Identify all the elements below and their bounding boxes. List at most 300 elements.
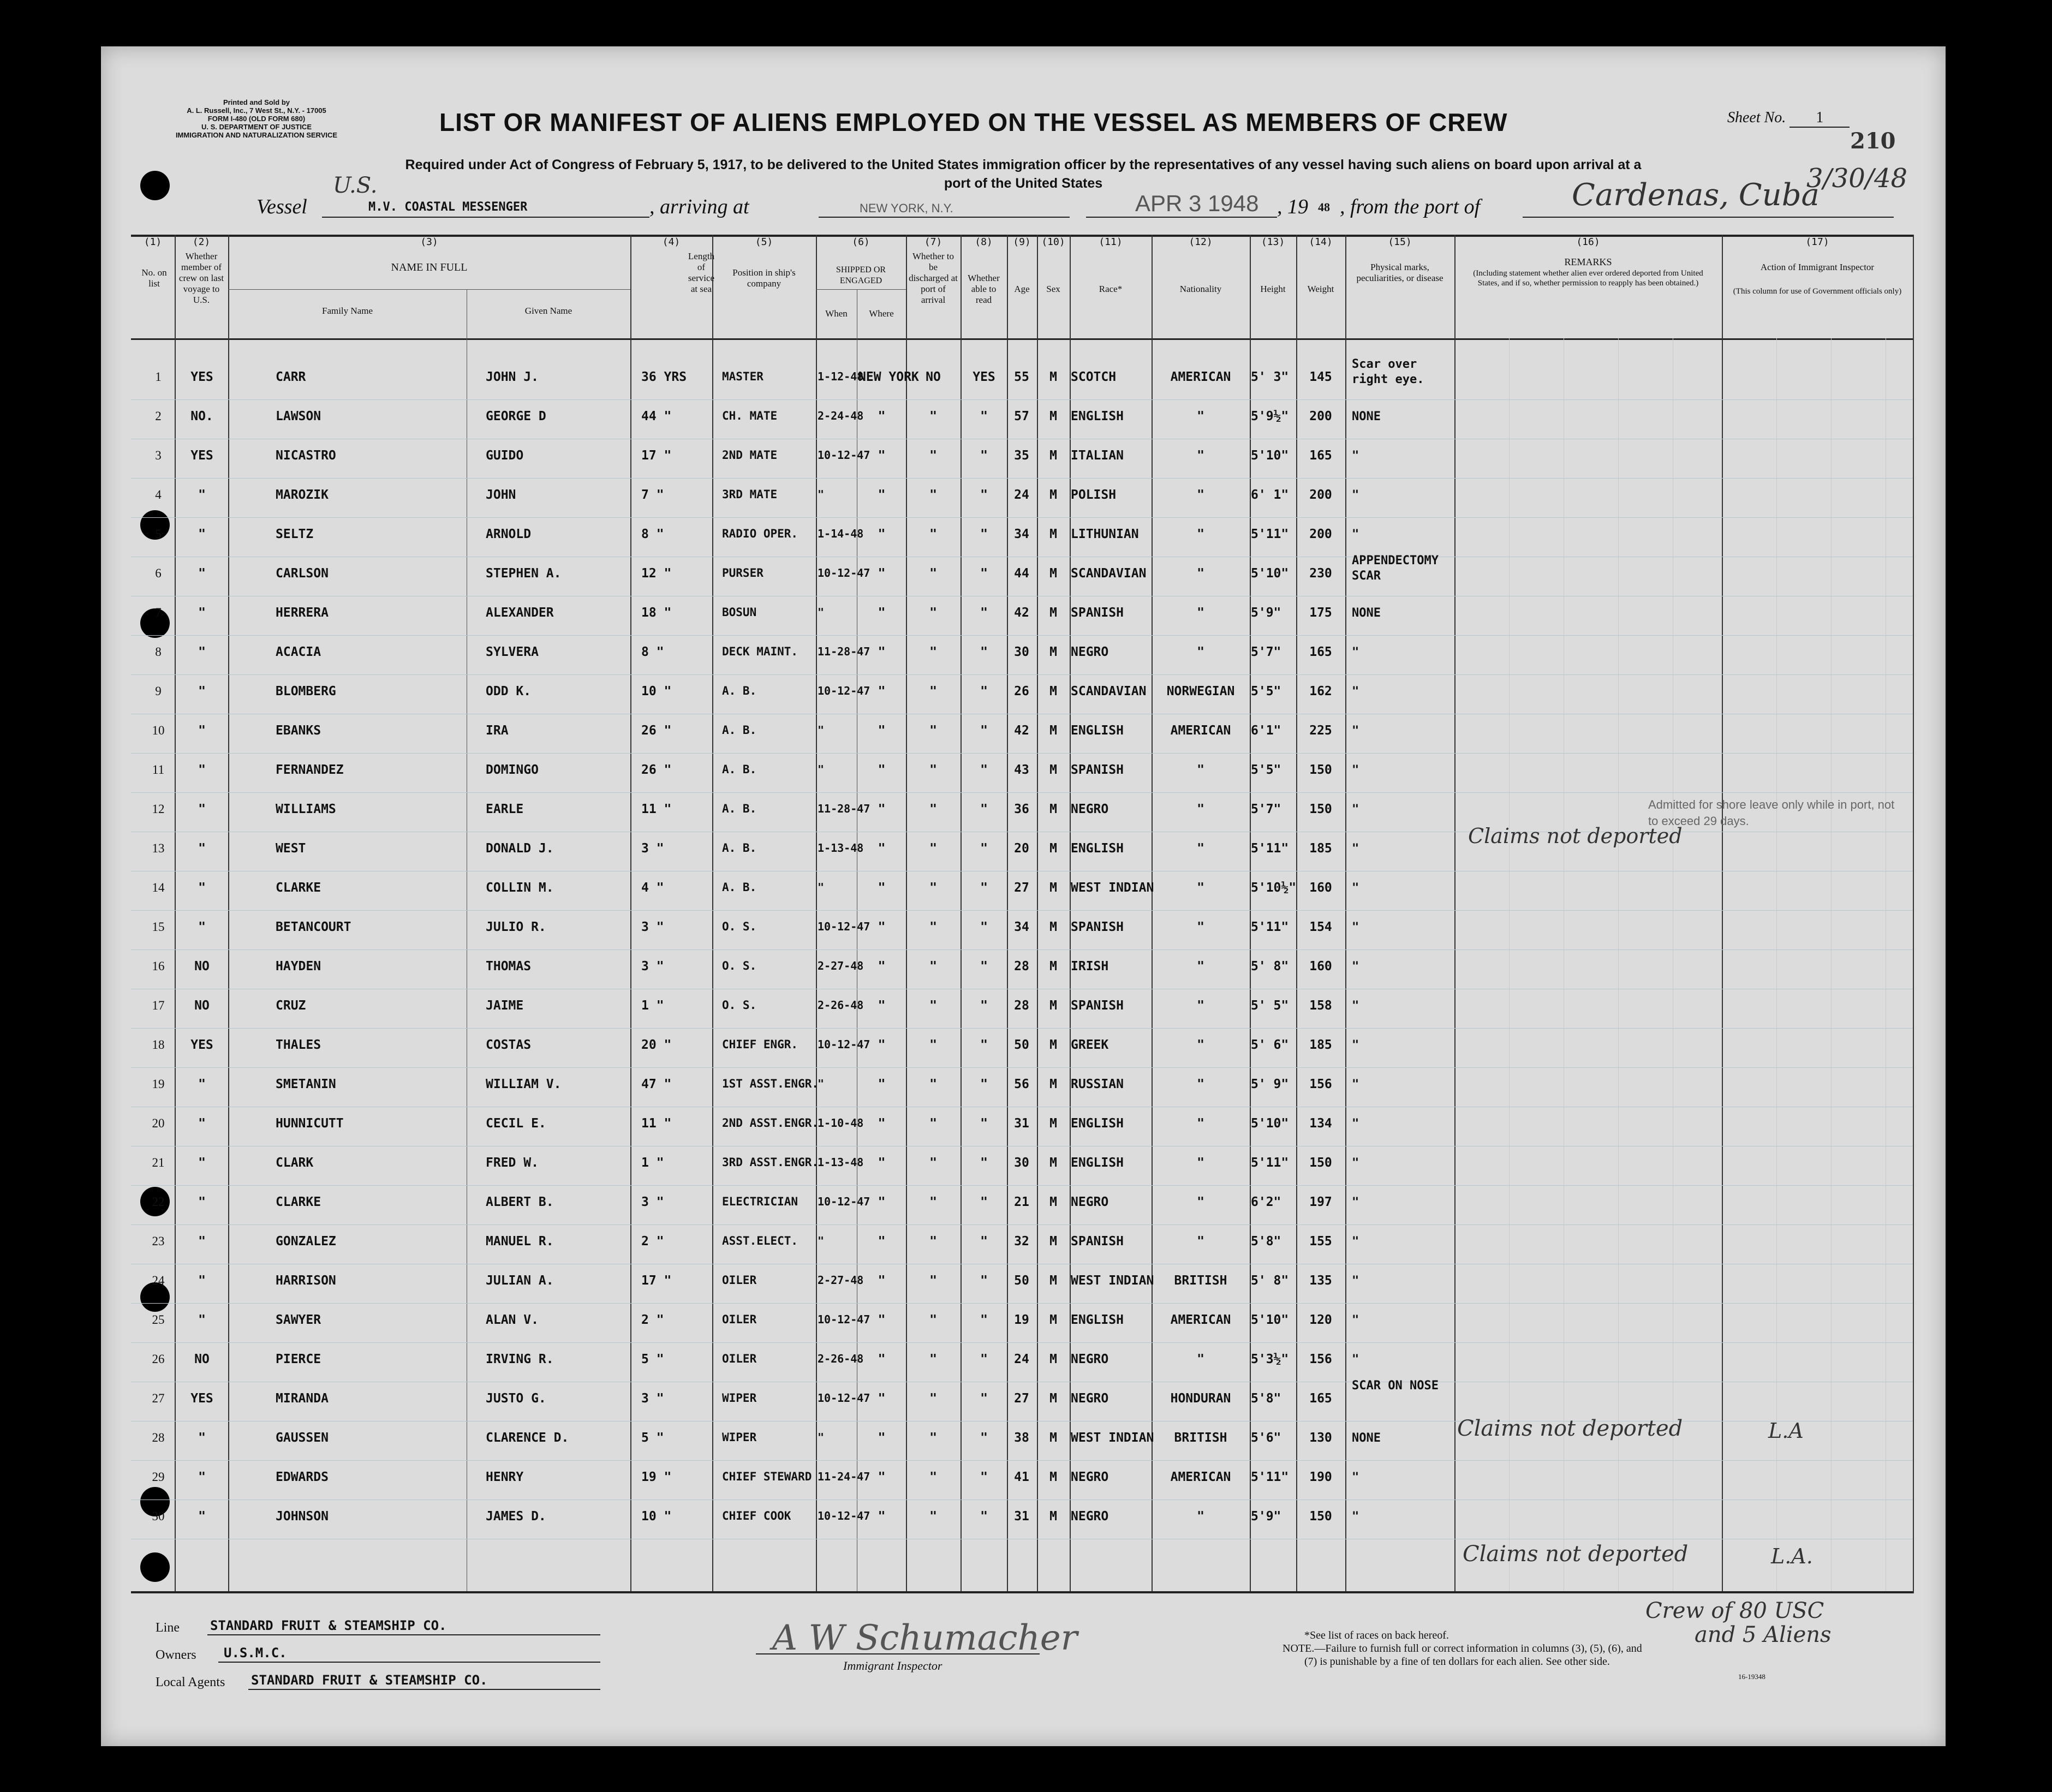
cell-marks: ": [1352, 842, 1359, 856]
cell-position: A. B.: [722, 763, 757, 776]
cell-race: NEGRO: [1071, 1391, 1109, 1406]
cell-weight: 156: [1309, 1077, 1332, 1091]
cell-position: WIPER: [722, 1391, 757, 1405]
cell-race: SPANISH: [1071, 763, 1124, 777]
cell-marks: ": [1352, 999, 1359, 1013]
cell-family: CLARKE: [276, 1195, 321, 1209]
cell-given: IRA: [486, 724, 509, 738]
header-name-in-full: NAME IN FULL: [391, 261, 468, 273]
cell-when: 10-12-47: [818, 1038, 870, 1051]
cell-sex: M: [1049, 1195, 1057, 1209]
cell-service: 3 ": [641, 841, 664, 856]
cell-family: CLARKE: [276, 881, 321, 895]
cell-position: ELECTRICIAN: [722, 1195, 798, 1208]
cell-weight: 135: [1309, 1274, 1332, 1288]
colnum: (7): [924, 236, 943, 248]
cell-prev: ": [198, 881, 206, 895]
remark-row-9: Claims not deported: [1468, 824, 1683, 848]
cell-weight: 150: [1309, 1156, 1332, 1170]
cell-height: 5'10": [1251, 449, 1289, 463]
cell-height: 5'9": [1251, 1509, 1281, 1524]
cell-marks: ": [1352, 1156, 1359, 1170]
cell-age: 57: [1014, 409, 1029, 423]
cell-disch: ": [929, 1234, 937, 1249]
cell-prev: YES: [190, 449, 213, 463]
cell-when: 1-13-48: [818, 1156, 864, 1169]
cell-where: ": [878, 881, 886, 895]
cell-disch: ": [929, 449, 937, 463]
cell-race: LITHUNIAN: [1071, 527, 1139, 541]
cell-prev: ": [198, 566, 206, 581]
cell-nat: ": [1197, 1234, 1204, 1249]
cell-disch: ": [929, 1509, 937, 1524]
cell-no: 20: [152, 1116, 165, 1130]
sheet-number-field: [1727, 109, 1850, 128]
header-position: Position in ship's company: [732, 267, 796, 289]
cell-given: JULIAN A.: [486, 1274, 554, 1288]
cell-no: 12: [152, 802, 165, 816]
vessel-flag: U.S.: [333, 173, 378, 198]
cell-disch: ": [929, 1116, 937, 1131]
header-race: Race*: [1099, 284, 1123, 294]
cell-sex: M: [1049, 959, 1057, 973]
cell-read: ": [980, 1116, 988, 1131]
cell-nat: BRITISH: [1174, 1274, 1227, 1288]
cell-height: 5'9": [1251, 606, 1281, 620]
cell-when: 10-12-47: [818, 1313, 870, 1326]
cell-position: OILER: [722, 1352, 757, 1365]
cell-family: WILLIAMS: [276, 802, 336, 816]
cell-prev: ": [198, 841, 206, 856]
cell-prev: ": [198, 763, 206, 777]
cell-nat: ": [1197, 959, 1204, 973]
cell-service: 47 ": [641, 1077, 672, 1091]
cell-weight: 185: [1309, 1038, 1332, 1052]
header-remarks-note: (Including statement whether alien ever ordered deported from United States, and if so, whether permission to reapply has been obtained.): [1473, 269, 1703, 288]
cell-disch: ": [929, 841, 937, 856]
cell-nat: ": [1197, 999, 1204, 1013]
header-when: When: [825, 308, 848, 319]
cell-age: 36: [1014, 802, 1029, 816]
cell-height: 6'2": [1251, 1195, 1281, 1209]
cell-disch: ": [929, 1038, 937, 1052]
colnum: (4): [662, 236, 681, 248]
cell-no: 10: [152, 724, 165, 737]
cell-prev: ": [198, 920, 206, 934]
cell-family: CLARK: [276, 1156, 314, 1170]
cell-read: ": [980, 1431, 988, 1445]
cell-given: WILLIAM V.: [486, 1077, 562, 1091]
cell-height: 5'10": [1251, 1116, 1289, 1131]
cell-weight: 162: [1309, 684, 1332, 698]
cell-disch: ": [929, 488, 937, 502]
cell-sex: M: [1049, 999, 1057, 1013]
cell-height: 6'1": [1251, 724, 1281, 738]
cell-position: CHIEF STEWARD: [722, 1470, 812, 1483]
colnum: (17): [1805, 236, 1829, 248]
cell-weight: 197: [1309, 1195, 1332, 1209]
cell-read: ": [980, 606, 988, 620]
header-no-on-list: No. on list: [141, 267, 167, 289]
cell-age: 26: [1014, 684, 1029, 698]
cell-prev: YES: [190, 1038, 213, 1052]
cell-race: GREEK: [1071, 1038, 1109, 1052]
cell-position: CH. MATE: [722, 409, 778, 422]
cell-position: O. S.: [722, 999, 757, 1012]
cell-position: RADIO OPER.: [722, 527, 798, 540]
cell-sex: M: [1049, 1391, 1057, 1406]
cell-prev: ": [198, 606, 206, 620]
cell-given: STEPHEN A.: [486, 566, 562, 581]
cell-no: 4: [155, 488, 162, 501]
cell-prev: ": [198, 527, 206, 541]
cell-weight: 190: [1309, 1470, 1332, 1484]
cell-nat: AMERICAN: [1170, 724, 1231, 738]
cell-age: 31: [1014, 1509, 1029, 1524]
owners-value: U.S.M.C.: [224, 1645, 287, 1660]
cell-marks: NONE: [1352, 410, 1381, 423]
cell-where: ": [878, 684, 886, 698]
inspector-label: Immigrant Inspector: [843, 1659, 943, 1672]
cell-position: A. B.: [722, 802, 757, 815]
cell-height: 5' 9": [1251, 1077, 1289, 1091]
cell-given: JOHN: [486, 488, 516, 502]
cell-nat: AMERICAN: [1170, 1313, 1231, 1327]
cell-read: ": [980, 802, 988, 816]
cell-where: ": [878, 1234, 886, 1249]
cell-age: 31: [1014, 1116, 1029, 1131]
cell-service: 8 ": [641, 645, 664, 659]
cell-nat: ": [1197, 527, 1204, 541]
cell-read: ": [980, 959, 988, 973]
cell-read: ": [980, 527, 988, 541]
cell-position: BOSUN: [722, 606, 757, 619]
footnote: [1282, 1629, 1642, 1668]
cell-race: ITALIAN: [1071, 449, 1124, 463]
cell-disch: ": [929, 1313, 937, 1327]
cell-service: 7 ": [641, 488, 664, 502]
header-sex: Sex: [1046, 284, 1060, 294]
subtitle-line-2: port of the United States: [944, 176, 1103, 191]
cell-position: 3RD MATE: [722, 488, 778, 501]
cell-where: ": [878, 1038, 886, 1052]
cell-family: GONZALEZ: [276, 1234, 336, 1249]
cell-weight: 165: [1309, 449, 1332, 463]
colnum: (3): [420, 236, 438, 248]
cell-service: 4 ": [641, 881, 664, 895]
cell-no: 26: [152, 1352, 165, 1366]
cell-given: MANUEL R.: [486, 1234, 554, 1249]
cell-given: EARLE: [486, 802, 524, 816]
table-row: [131, 1303, 1913, 1343]
colnum: (2): [192, 236, 211, 248]
cell-family: SAWYER: [276, 1313, 321, 1327]
vessel-name: M.V. COASTAL MESSENGER: [368, 200, 528, 214]
cell-read: ": [980, 1234, 988, 1249]
cell-prev: ": [198, 1234, 206, 1249]
cell-disch: ": [929, 763, 937, 777]
table-row: [131, 478, 1913, 518]
cell-read: ": [980, 1274, 988, 1288]
action-row-28: L.A.: [1771, 1544, 1813, 1568]
cell-no: 25: [152, 1313, 165, 1327]
cell-when: 1-13-48: [818, 841, 864, 855]
cell-race: NEGRO: [1071, 1470, 1109, 1484]
cell-where: ": [878, 724, 886, 738]
cell-given: JOHN J.: [486, 370, 539, 384]
cell-where: ": [878, 1431, 886, 1445]
cell-weight: 145: [1309, 370, 1332, 384]
from-label: , from the port of: [1340, 195, 1481, 218]
cell-no: 15: [152, 920, 165, 934]
cell-given: ALEXANDER: [486, 606, 554, 620]
cell-family: SMETANIN: [276, 1077, 336, 1091]
cell-race: ENGLISH: [1071, 1156, 1124, 1170]
cell-disch: NO: [926, 370, 941, 384]
printer-line: Printed and Sold by: [223, 98, 290, 106]
cell-sex: M: [1049, 1077, 1057, 1091]
cell-position: O. S.: [722, 959, 757, 972]
cell-age: 28: [1014, 959, 1029, 973]
remark-row-24: Claims not deported: [1457, 1416, 1683, 1441]
cell-sex: M: [1049, 763, 1057, 777]
header-shipped-engaged: SHIPPED OR ENGAGED: [836, 265, 886, 285]
cell-marks: ": [1352, 881, 1359, 895]
cell-race: WEST INDIAN: [1071, 881, 1154, 895]
agents-value: STANDARD FRUIT & STEAMSHIP CO.: [251, 1672, 488, 1688]
remark-row-28: Claims not deported: [1463, 1542, 1689, 1567]
cell-service: 1 ": [641, 1156, 664, 1170]
cell-prev: ": [198, 802, 206, 816]
action-row-9: Admitted for shore leave only while in port, not to exceed 29 days.: [1648, 798, 1895, 828]
cell-disch: ": [929, 1077, 937, 1091]
cell-read: ": [980, 1077, 988, 1091]
arriving-port: NEW YORK, N.Y.: [860, 201, 953, 215]
sheet-number: 1: [1789, 109, 1850, 128]
cell-age: 24: [1014, 488, 1029, 502]
table-row: [131, 439, 1913, 479]
cell-prev: ": [198, 1470, 206, 1484]
cell-where: ": [878, 449, 886, 463]
header-age: Age: [1014, 284, 1030, 294]
cell-nat: ": [1197, 1156, 1204, 1170]
subtitle-line-1: Required under Act of Congress of February 5, 1917, to be delivered to the United States immigration officer by the representatives of any vessel having such aliens on board upon arrival at a: [405, 157, 1642, 172]
cell-when: 10-12-47: [818, 449, 870, 462]
cell-family: PIERCE: [276, 1352, 321, 1366]
cell-prev: YES: [190, 370, 213, 384]
cell-weight: 156: [1309, 1352, 1332, 1366]
cell-sex: M: [1049, 802, 1057, 816]
cell-where: ": [878, 1470, 886, 1484]
header-previous-voyage: Whether member of crew on last voyage to U.S.: [178, 251, 224, 305]
cell-when: 10-12-47: [818, 566, 870, 580]
table-row: [131, 635, 1913, 675]
cell-when: 10-12-47: [818, 684, 870, 697]
table-row: [131, 1342, 1913, 1382]
cell-position: A. B.: [722, 724, 757, 737]
cell-sex: M: [1049, 1234, 1057, 1249]
cell-family: EBANKS: [276, 724, 321, 738]
header-action-note: (This column for use of Government officials only): [1733, 287, 1902, 296]
cell-family: HARRISON: [276, 1274, 336, 1288]
cell-disch: ": [929, 409, 937, 423]
table-row: [131, 1146, 1913, 1186]
cell-sex: M: [1049, 1313, 1057, 1327]
cell-service: 1 ": [641, 999, 664, 1013]
header-height: Height: [1260, 284, 1286, 294]
cell-no: 11: [152, 763, 165, 776]
cell-weight: 200: [1309, 409, 1332, 423]
cell-sex: M: [1049, 684, 1057, 698]
cell-disch: ": [929, 999, 937, 1013]
cell-when: 10-12-47: [818, 920, 870, 933]
year-label: , 19: [1277, 195, 1308, 218]
cell-read: ": [980, 841, 988, 856]
cell-when: 1-10-48: [818, 1116, 864, 1130]
cell-service: 18 ": [641, 606, 672, 620]
cell-when: 1-12-48: [818, 370, 864, 383]
cell-age: 42: [1014, 606, 1029, 620]
cell-disch: ": [929, 1470, 937, 1484]
cell-given: GEORGE D: [486, 409, 546, 423]
table-row: [131, 399, 1913, 439]
cell-prev: ": [198, 1077, 206, 1091]
cell-age: 50: [1014, 1038, 1029, 1052]
cell-sex: M: [1049, 449, 1057, 463]
colnum: (6): [852, 236, 870, 248]
cell-age: 34: [1014, 527, 1029, 541]
cell-when: 11-28-47: [818, 645, 870, 658]
cell-family: HERRERA: [276, 606, 329, 620]
cell-read: ": [980, 566, 988, 581]
cell-read: ": [980, 1352, 988, 1366]
cell-height: 5'7": [1251, 802, 1281, 816]
cell-prev: ": [198, 724, 206, 738]
cell-read: ": [980, 488, 988, 502]
cell-family: CARLSON: [276, 566, 329, 581]
form-code: 16-19348: [1738, 1672, 1765, 1681]
cell-read: ": [980, 1509, 988, 1524]
cell-no: 28: [152, 1431, 165, 1444]
cell-marks: ": [1352, 449, 1359, 463]
cell-weight: 200: [1309, 488, 1332, 502]
cell-disch: ": [929, 881, 937, 895]
line-value: STANDARD FRUIT & STEAMSHIP CO.: [210, 1618, 447, 1633]
cell-race: ENGLISH: [1071, 409, 1124, 423]
cell-age: 41: [1014, 1470, 1029, 1484]
cell-race: RUSSIAN: [1071, 1077, 1124, 1091]
cell-sex: M: [1049, 645, 1057, 659]
cell-marks: ": [1352, 1510, 1359, 1524]
cell-height: 5'11": [1251, 920, 1289, 934]
cell-service: 3 ": [641, 920, 664, 934]
cell-height: 5'11": [1251, 1156, 1289, 1170]
cell-weight: 134: [1309, 1116, 1332, 1131]
cell-marks: ": [1352, 1196, 1359, 1209]
cell-when: 11-28-47: [818, 802, 870, 815]
cell-given: ARNOLD: [486, 527, 532, 541]
cell-family: CARR: [276, 370, 306, 384]
table-row: [131, 674, 1913, 714]
cell-disch: ": [929, 1431, 937, 1445]
table-row: [131, 1185, 1913, 1225]
table-row: [131, 714, 1913, 754]
cell-when: 1-14-48: [818, 527, 864, 540]
header-discharged: Whether to be discharged at port of arrival: [909, 251, 958, 305]
cell-position: 3RD ASST.ENGR.: [722, 1156, 819, 1169]
cell-sex: M: [1049, 881, 1057, 895]
cell-marks: ": [1352, 1078, 1359, 1091]
cell-height: 5'11": [1251, 841, 1289, 856]
cell-race: SPANISH: [1071, 606, 1124, 620]
cell-read: ": [980, 1038, 988, 1052]
table-row: [131, 989, 1913, 1029]
cell-family: BLOMBERG: [276, 684, 336, 698]
cell-marks: ": [1352, 646, 1359, 659]
cell-when: 2-27-48: [818, 959, 864, 972]
cell-height: 5' 8": [1251, 1274, 1289, 1288]
cell-when: 2-27-48: [818, 1274, 864, 1287]
header-family-name: Family Name: [321, 306, 373, 316]
cell-when: ": [818, 881, 825, 894]
cell-given: JAMES D.: [486, 1509, 546, 1524]
agents-label: Local Agents: [156, 1675, 225, 1689]
cell-height: 5'5": [1251, 763, 1281, 777]
cell-no: 17: [152, 999, 165, 1012]
cell-height: 5'6": [1251, 1431, 1281, 1445]
cell-where: ": [878, 1195, 886, 1209]
cell-prev: ": [198, 1313, 206, 1327]
cell-no: 7: [155, 606, 162, 619]
cell-sex: M: [1049, 1470, 1057, 1484]
cell-disch: ": [929, 1352, 937, 1366]
table-row: [131, 1460, 1913, 1500]
cell-prev: ": [198, 1195, 206, 1209]
cell-service: 44 ": [641, 409, 672, 423]
header-nationality: Nationality: [1179, 284, 1222, 294]
cell-where: ": [878, 1352, 886, 1366]
cell-weight: 150: [1309, 802, 1332, 816]
cell-service: 5 ": [641, 1352, 664, 1366]
cell-no: 29: [152, 1470, 165, 1484]
cell-nat: ": [1197, 920, 1204, 934]
table-row: [131, 1500, 1913, 1539]
cell-nat: ": [1197, 645, 1204, 659]
cell-prev: ": [198, 645, 206, 659]
cell-disch: ": [929, 606, 937, 620]
cell-nat: ": [1197, 881, 1204, 895]
cell-position: A. B.: [722, 684, 757, 697]
crew-note: [1645, 1599, 1832, 1647]
cell-age: 42: [1014, 724, 1029, 738]
cell-family: SELTZ: [276, 527, 314, 541]
cell-where: ": [878, 920, 886, 934]
cell-no: 1: [155, 370, 162, 384]
cell-service: 2 ": [641, 1313, 664, 1327]
cell-nat: AMERICAN: [1170, 370, 1231, 384]
cell-when: 11-24-47: [818, 1470, 870, 1483]
cell-marks: ": [1352, 1313, 1359, 1327]
cell-disch: ": [929, 1274, 937, 1288]
sheet-label: Sheet No.: [1727, 109, 1786, 126]
cell-prev: ": [198, 1431, 206, 1445]
cell-weight: 185: [1309, 841, 1332, 856]
page-title: LIST OR MANIFEST OF ALIENS EMPLOYED ON THE VESSEL AS MEMBERS OF CREW: [439, 108, 1508, 136]
cell-given: FRED W.: [486, 1156, 539, 1170]
cell-nat: ": [1197, 763, 1204, 777]
colnum: (16): [1576, 236, 1600, 248]
cell-family: JOHNSON: [276, 1509, 329, 1524]
